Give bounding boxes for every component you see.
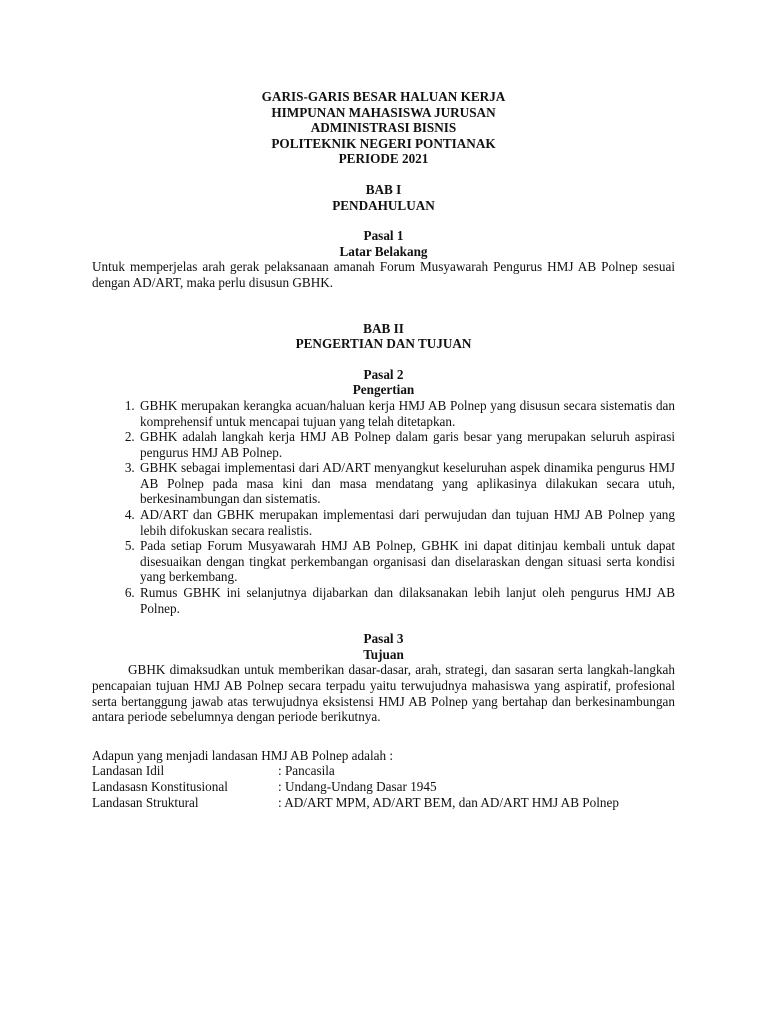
list-item: 3. GBHK sebagai implementasi dari AD/ART menyangkut keseluruhan aspek dinamika pengurus HMJ AB Polnep pada masa kini dan masa mendatang yang aplikasinya dilakukan secara utuh, berkesinambungan dan sistematis. (138, 460, 675, 507)
pasal-title: Pasal 1 (363, 228, 404, 244)
bab-subtitle: PENGERTIAN DAN TUJUAN (295, 336, 472, 352)
bab-subtitle: PENDAHULUAN (332, 197, 435, 213)
list-item: 1. GBHK merupakan kerangka acuan/haluan kerja HMJ AB Polnep yang disusun secara sistematis dan komprehensif untuk mencapai tujuan yang telah ditetapkan. (138, 398, 675, 429)
landasan-label: Landasan Idil (92, 763, 165, 779)
landasan-value: : Pancasila (278, 763, 335, 779)
landasan-label: Landasan Struktural (92, 794, 199, 810)
doc-title-line: POLITEKNIK NEGERI PONTIANAK (271, 135, 496, 151)
bab-title: BAB I (365, 181, 402, 197)
bab2-section (92, 321, 675, 811)
bab1-section (92, 182, 675, 291)
doc-title-line: PERIODE 2021 (338, 151, 429, 167)
list-item: 6. Rumus GBHK ini selanjutnya dijabarkan dan dilaksanakan lebih lanjut oleh pengurus HMJ AB Polnep. (138, 585, 675, 616)
document-header (92, 89, 675, 167)
list-item: 2. GBHK adalah langkah kerja HMJ AB Polnep dalam garis besar yang merupakan seluruh aspirasi pengurus HMJ AB Polnep. (138, 429, 675, 460)
pasal-heading: Latar Belakang (339, 243, 428, 259)
landasan-row (92, 763, 675, 779)
list-item: 4. AD/ART dan GBHK merupakan implementasi dari perwujudan dan tujuan HMJ AB Polnep yang lebih difokuskan secara realistis. (138, 507, 675, 538)
doc-title-line: ADMINISTRASI BISNIS (310, 120, 457, 136)
pasal-heading: Tujuan (363, 646, 404, 662)
spacer (92, 616, 675, 631)
pengertian-list (92, 398, 675, 616)
spacer (92, 291, 675, 321)
landasan-row (92, 795, 675, 811)
pasal-heading: Pengertian (352, 382, 415, 398)
spacer (92, 725, 675, 748)
tujuan-paragraph: GBHK dimaksudkan untuk memberikan dasar-dasar, arah, strategi, dan sasaran serta langkah-langkah pencapaian tujuan HMJ AB Polnep secara terpadu yaitu terwujudnya mahasiswa yang aspiratif, profesional serta bertanggung jawab atas terwujudnya eksistensi HMJ AB Polnep yang bertahap dan berkesinambungan antara periode sebelumnya dengan periode berikutnya. (92, 662, 675, 725)
pasal-title: Pasal 3 (363, 631, 404, 647)
spacer (92, 213, 675, 228)
doc-title-line: HIMPUNAN MAHASISWA JURUSAN (271, 104, 496, 120)
spacer (92, 167, 675, 182)
list-item: 5. Pada setiap Forum Musyawarah HMJ AB Polnep, GBHK ini dapat ditinjau kembali untuk dapat disesuaikan dengan tingkat perkembangan organisasi dan diselaraskan dengan situasi serta kondisi yang berkembang. (138, 538, 675, 585)
document-content (92, 89, 675, 810)
spacer (92, 352, 675, 367)
pasal-paragraph: Untuk memperjelas arah gerak pelaksanaan amanah Forum Musyawarah Pengurus HMJ AB Polnep sesuai dengan AD/ART, maka perlu disusun GBHK. (92, 259, 675, 290)
landasan-label: Landasasn Konstitusional (92, 778, 228, 794)
landasan-value: : AD/ART MPM, AD/ART BEM, dan AD/ART HMJ AB Polnep (278, 794, 619, 810)
landasan-value: : Undang-Undang Dasar 1945 (278, 778, 437, 794)
bab-title: BAB II (363, 320, 404, 336)
landasan-intro: Adapun yang menjadi landasan HMJ AB Polnep adalah : (92, 747, 394, 763)
landasan-row (92, 779, 675, 795)
pasal-title: Pasal 2 (363, 366, 404, 382)
doc-title-line: GARIS-GARIS BESAR HALUAN KERJA (261, 89, 506, 104)
